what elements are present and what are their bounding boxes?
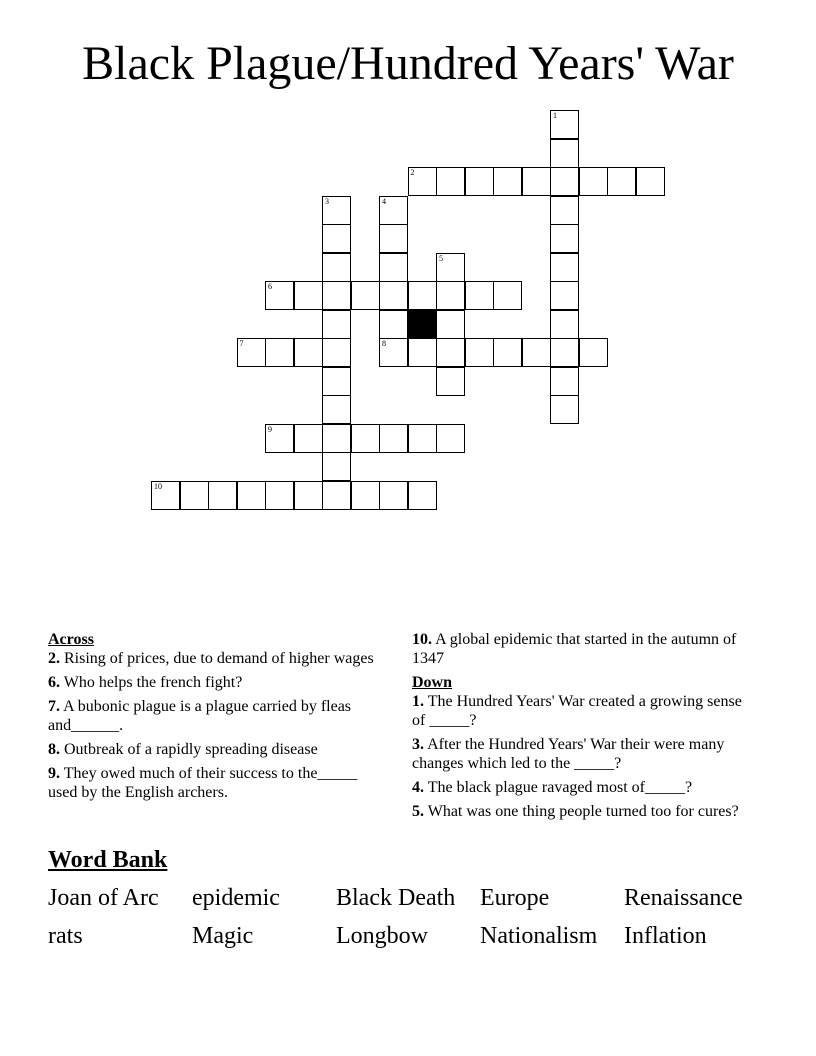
crossword-cell[interactable] [265,481,294,510]
crossword-cell[interactable] [265,281,294,310]
word-bank-item: Longbow [336,923,428,949]
crossword-cell[interactable] [408,338,437,367]
clues-left-column [48,630,383,807]
crossword-cell[interactable] [322,253,351,282]
crossword-cell[interactable] [436,281,465,310]
crossword-cell[interactable] [636,167,665,196]
clue-text: They owed much of their success to the_____ used by the English archers. [48,765,358,801]
word-bank-item: Joan of Arc [48,885,159,911]
clue-number: 7. [48,698,60,715]
crossword-cell[interactable] [379,310,408,339]
clue-number: 10. [412,631,432,648]
clue-text: A bubonic plague is a plague carried by fleas and______. [48,698,352,734]
crossword-cell[interactable] [322,481,351,510]
down-heading: Down [412,674,453,691]
clue-number: 8. [48,741,60,758]
crossword-cell[interactable] [493,281,522,310]
clue-start-number: 1 [553,111,557,120]
crossword-cell[interactable] [550,139,579,168]
word-bank-item: Nationalism [480,923,598,949]
crossword-cell[interactable] [550,281,579,310]
crossword-cell[interactable] [379,196,408,225]
clue-start-number: 6 [268,282,272,291]
word-bank-item: Black Death [336,885,456,911]
crossword-cell[interactable] [294,338,323,367]
crossword-cell[interactable] [436,310,465,339]
crossword-cell[interactable] [180,481,209,510]
word-bank-item: Inflation [624,923,707,949]
clue-start-number: 2 [410,168,415,177]
crossword-cell[interactable] [237,481,266,510]
crossword-cell[interactable] [379,281,408,310]
crossword-cell[interactable] [408,481,437,510]
word-bank-item: rats [48,923,83,949]
crossword-cell[interactable] [322,367,351,396]
clue-text: Rising of prices, due to demand of higher wages [64,650,374,667]
word-bank-item: epidemic [192,885,280,911]
word-bank-title: Word Bank [48,847,168,873]
clue-text: After the Hundred Years' War their were many changes which led to the _____? [412,736,725,772]
crossword-cell[interactable] [294,281,323,310]
across-clue-9 [48,764,383,802]
word-bank-item: Renaissance [624,885,743,911]
crossword-cell[interactable] [493,338,522,367]
clue-number: 6. [48,674,60,691]
crossword-cell[interactable] [550,224,579,253]
across-clue-10 [412,630,752,668]
crossword-cell[interactable] [465,167,494,196]
across-heading: Across [48,631,94,648]
clue-start-number: 9 [268,424,272,434]
clue-start-number: 7 [239,339,244,348]
crossword-cell[interactable] [579,338,608,367]
clue-number: 9. [48,765,60,782]
crossword-cell[interactable] [550,110,579,139]
clue-text: Outbreak of a rapidly spreading disease [64,741,318,758]
page-title: Black Plague/Hundred Years' War [82,37,734,90]
crossword-cell[interactable] [265,338,294,367]
crossword-cell[interactable] [379,481,408,510]
word-bank-item: Magic [192,923,254,949]
crossword-cell[interactable] [379,253,408,282]
crossword-cell[interactable] [351,281,380,310]
crossword-cell[interactable] [550,367,579,396]
crossword-cell[interactable] [351,481,380,510]
down-clue-1 [412,692,752,730]
across-clue-6 [48,673,383,692]
crossword-cell[interactable] [322,424,351,453]
crossword-cell[interactable] [579,167,608,196]
crossword-cell[interactable] [607,167,636,196]
clues-right-column [412,630,752,826]
down-clue-5 [412,802,752,821]
crossword-cell[interactable] [436,424,465,453]
crossword-cell[interactable] [550,338,579,367]
crossword-cell[interactable] [322,196,351,225]
crossword-cell[interactable] [151,481,180,510]
down-clue-4 [412,778,752,797]
crossword-black-cell [408,310,437,339]
crossword-cell[interactable] [465,281,494,310]
clue-start-number: 4 [382,196,386,206]
across-clue-2 [48,649,383,668]
crossword-cell[interactable] [436,253,465,282]
crossword-cell[interactable] [294,481,323,510]
clue-number: 1. [412,693,424,710]
clue-number: 5. [412,803,424,820]
crossword-cell[interactable] [322,310,351,339]
crossword-cell[interactable] [379,338,408,367]
crossword-cell[interactable] [522,167,551,196]
crossword-cell[interactable] [550,310,579,339]
clue-start-number: 8 [382,339,386,348]
crossword-cell[interactable] [237,338,266,367]
clue-text: Who helps the french fight? [63,674,243,691]
crossword-cell[interactable] [351,424,380,453]
clue-number: 2. [48,650,60,667]
clue-number: 4. [412,779,424,796]
crossword-cell[interactable] [322,224,351,253]
crossword-cell[interactable] [208,481,237,510]
clue-start-number: 5 [439,253,443,263]
crossword-cell[interactable] [379,224,408,253]
crossword-cell[interactable] [550,395,579,424]
crossword-cell[interactable] [550,253,579,282]
crossword-cell[interactable] [550,196,579,225]
across-clue-8 [48,740,383,759]
crossword-cell[interactable] [493,167,522,196]
across-clue-7 [48,697,383,735]
clue-number: 3. [412,736,424,753]
clue-start-number: 3 [325,196,329,206]
clue-text: The black plague ravaged most of_____? [427,779,693,796]
crossword-cell[interactable] [322,395,351,424]
crossword-cell[interactable] [408,424,437,453]
crossword-cell[interactable] [436,167,465,196]
crossword-cell[interactable] [408,167,437,196]
crossword-cell[interactable] [436,338,465,367]
down-clue-3 [412,735,752,773]
crossword-cell[interactable] [322,452,351,481]
clue-text: A global epidemic that started in the autumn of 1347 [412,631,737,667]
crossword-cell[interactable] [522,338,551,367]
clue-start-number: 10 [154,481,162,491]
crossword-cell[interactable] [322,338,351,367]
crossword-cell[interactable] [408,281,437,310]
crossword-cell[interactable] [294,424,323,453]
clue-text: The Hundred Years' War created a growing sense of _____? [412,693,742,729]
clue-text: What was one thing people turned too for cures? [427,803,739,820]
crossword-cell[interactable] [550,167,579,196]
word-bank-item: Europe [480,885,550,911]
crossword-cell[interactable] [379,424,408,453]
crossword-cell[interactable] [322,281,351,310]
crossword-cell[interactable] [265,424,294,453]
crossword-cell[interactable] [436,367,465,396]
crossword-cell[interactable] [465,338,494,367]
